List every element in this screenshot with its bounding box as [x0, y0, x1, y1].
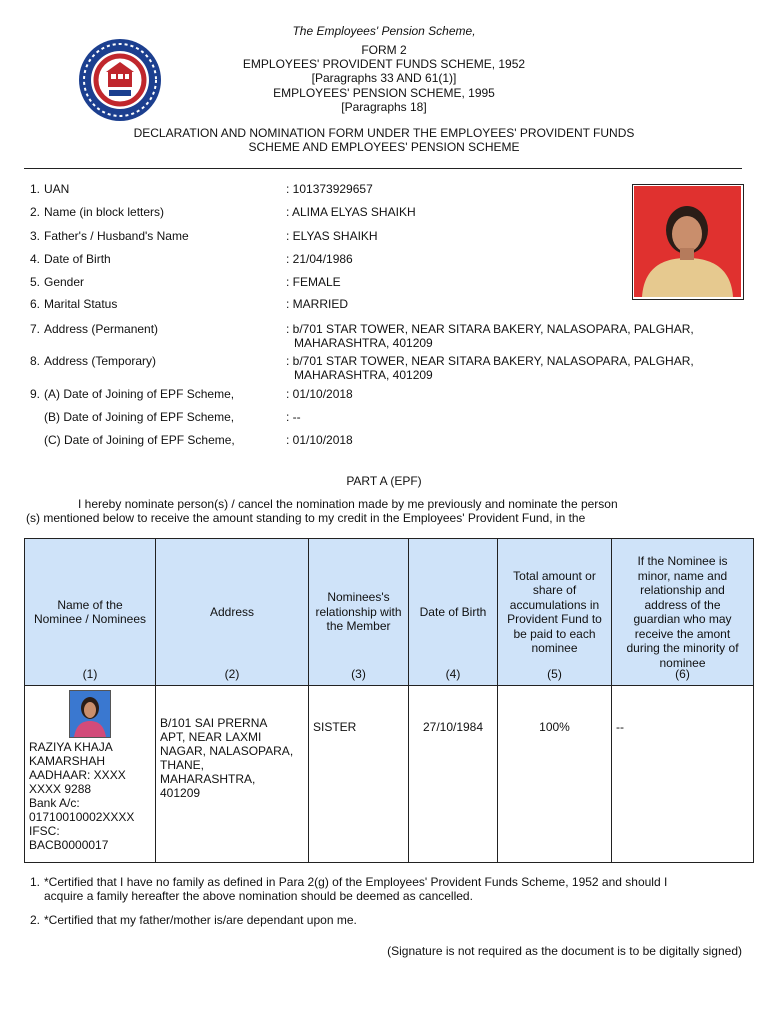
nominee-ifsc-line: BACB0000017 — [29, 838, 109, 852]
header-text: guardian who may — [633, 612, 732, 626]
nominee-photo — [69, 690, 111, 738]
detail-label: Address (Permanent) — [44, 322, 159, 336]
guardian-value: -- — [616, 720, 624, 734]
detail-number: 2. — [29, 205, 40, 219]
nominee-bank-line: 01710010002XXXX — [29, 810, 135, 824]
detail-number: 8. — [29, 354, 40, 368]
address-line: B/101 SAI PRERNA — [160, 716, 268, 730]
part-a-heading: PART A (EPF) — [346, 474, 422, 488]
form-title-line2: SCHEME AND EMPLOYEES' PENSION SCHEME — [248, 140, 520, 154]
header-text: the Member — [326, 619, 391, 634]
detail-label: Marital Status — [44, 297, 118, 311]
detail-label: Gender — [44, 275, 85, 289]
eps-scheme-title: EMPLOYEES' PENSION SCHEME, 1995 — [273, 86, 495, 100]
detail-value: : -- — [286, 410, 301, 424]
column-number: (2) — [224, 667, 240, 681]
nominee-aadhaar-line: XXXX 9288 — [29, 782, 92, 796]
header-text: address of the — [644, 597, 721, 612]
header-text: Nominees's — [327, 590, 390, 605]
cert-number-2: 2. — [29, 913, 40, 927]
column-header-nominee-name — [25, 539, 156, 686]
header-text: Address — [209, 604, 255, 619]
signature-note: (Signature is not required as the document is to be digitally signed) — [387, 944, 742, 958]
detail-value-line1: : b/701 STAR TOWER, NEAR SITARA BAKERY, NALASOPARA, PALGHAR, — [286, 354, 694, 368]
detail-value: : 21/04/1986 — [286, 252, 353, 266]
column-header-address — [156, 539, 309, 686]
detail-value: : 101373929657 — [286, 182, 373, 196]
detail-label: Address (Temporary) — [44, 354, 157, 368]
detail-label: Name (in block letters) — [44, 205, 165, 219]
nominee-relationship-cell — [309, 686, 409, 863]
certification-1-line2: acquire a family hereafter the above nomination should be deemed as cancelled. — [44, 889, 473, 903]
header-text: accumulations in — [509, 597, 600, 612]
header-text: Date of Birth — [419, 604, 487, 619]
detail-number: 9. — [29, 387, 40, 401]
share-value: 100% — [539, 720, 570, 734]
header-text: nominee — [531, 641, 578, 655]
nominee-name-cell — [25, 686, 156, 863]
detail-number: 3. — [29, 229, 40, 243]
header-text: relationship and — [640, 583, 725, 597]
part-a-intro-line2: (s) mentioned below to receive the amount standing to my credit in the Employees' Provident Fund, in the — [26, 511, 586, 525]
address-line: 401209 — [160, 786, 201, 800]
detail-label: (A) Date of Joining of EPF Scheme, — [44, 387, 235, 401]
header-text: Total amount or — [513, 568, 596, 583]
detail-number: 5. — [29, 275, 40, 289]
certification-2: *Certified that my father/mother is/are dependant upon me. — [44, 913, 357, 927]
table-row — [25, 686, 754, 863]
column-number: (6) — [675, 667, 690, 681]
header-divider — [24, 168, 742, 169]
header-text: be paid to each — [513, 626, 596, 641]
nominee-dob-cell — [409, 686, 498, 863]
detail-label: (C) Date of Joining of EPF Scheme, — [44, 433, 235, 447]
header-text: receive the amont — [634, 626, 731, 641]
form-number: FORM 2 — [361, 43, 407, 57]
table-header-row — [25, 539, 754, 686]
detail-value-line1: : b/701 STAR TOWER, NEAR SITARA BAKERY, NALASOPARA, PALGHAR, — [286, 322, 694, 336]
address-line: APT, NEAR LAXMI — [160, 730, 262, 744]
epf-paragraphs: [Paragraphs 33 AND 61(1)] — [311, 71, 457, 85]
column-number: (3) — [351, 667, 366, 681]
detail-value: : 01/10/2018 — [286, 433, 353, 447]
detail-value: : ALIMA ELYAS SHAIKH — [286, 205, 416, 219]
detail-value: : 01/10/2018 — [286, 387, 353, 401]
detail-value: : MARRIED — [286, 297, 349, 311]
header-text: minor, name and — [637, 568, 728, 583]
detail-label: (B) Date of Joining of EPF Scheme, — [44, 410, 235, 424]
header-text: If the Nominee is — [637, 554, 728, 568]
column-number: (5) — [547, 667, 562, 681]
nominee-name-line: KAMARSHAH — [29, 754, 106, 768]
cert-number-1: 1. — [29, 875, 40, 889]
nominee-guardian-cell — [612, 686, 754, 863]
detail-number: 7. — [29, 322, 40, 336]
header-text: Provident Fund to — [507, 612, 602, 626]
header-text: relationship with — [315, 604, 402, 619]
detail-label: Father's / Husband's Name — [44, 229, 189, 243]
eps-paragraphs: [Paragraphs 18] — [341, 100, 427, 114]
nominee-name-line: RAZIYA KHAJA — [29, 740, 113, 754]
nominee-share-cell — [498, 686, 612, 863]
address-line: NAGAR, NALASOPARA, — [160, 744, 294, 758]
part-a-intro-line1: I hereby nominate person(s) / cancel the nomination made by me previously and nominate the person — [78, 497, 618, 511]
nominee-table — [24, 538, 754, 863]
detail-label: Date of Birth — [44, 252, 111, 266]
column-header-relationship — [309, 539, 409, 686]
nominee-ifsc-line: IFSC: — [29, 824, 60, 838]
certification-1-line1: *Certified that I have no family as defined in Para 2(g) of the Employees' Provident Funds Scheme, 1952 and should I — [44, 875, 668, 889]
address-line: THANE, — [160, 758, 205, 772]
column-header-share — [498, 539, 612, 686]
form-title-line1: DECLARATION AND NOMINATION FORM UNDER THE EMPLOYEES' PROVIDENT FUNDS — [133, 126, 635, 140]
scheme-caption: The Employees' Pension Scheme, — [292, 24, 476, 38]
detail-value-line2: MAHARASHTRA, 401209 — [294, 368, 433, 382]
nominee-details — [29, 740, 134, 852]
header-text: share of — [532, 583, 577, 597]
nominee-address-cell — [156, 686, 309, 863]
certification-1 — [44, 875, 754, 903]
header-text: nominee — [659, 655, 706, 670]
column-header-date-of-birth — [409, 539, 498, 686]
detail-number: 4. — [29, 252, 40, 266]
dob-value: 27/10/1984 — [422, 720, 484, 734]
epf-scheme-title: EMPLOYEES' PROVIDENT FUNDS SCHEME, 1952 — [242, 57, 526, 71]
detail-value-line2: MAHARASHTRA, 401209 — [294, 336, 433, 350]
column-number: (4) — [445, 667, 461, 681]
header-text: Nominee / Nominees — [33, 612, 147, 626]
detail-value: : ELYAS SHAIKH — [286, 229, 378, 243]
detail-label: UAN — [44, 182, 70, 196]
address-line: MAHARASHTRA, — [160, 772, 256, 786]
column-header-guardian — [612, 539, 754, 686]
relationship-value: SISTER — [313, 720, 357, 734]
header-text: Name of the — [57, 597, 123, 612]
nominee-aadhaar-line: AADHAAR: XXXX — [29, 768, 126, 782]
detail-number: 1. — [29, 182, 40, 196]
header-text: during the minority of — [626, 641, 739, 655]
nominee-bank-line: Bank A/c: — [29, 796, 80, 810]
column-number: (1) — [82, 667, 98, 681]
detail-number: 6. — [29, 297, 40, 311]
detail-value: : FEMALE — [286, 275, 341, 289]
